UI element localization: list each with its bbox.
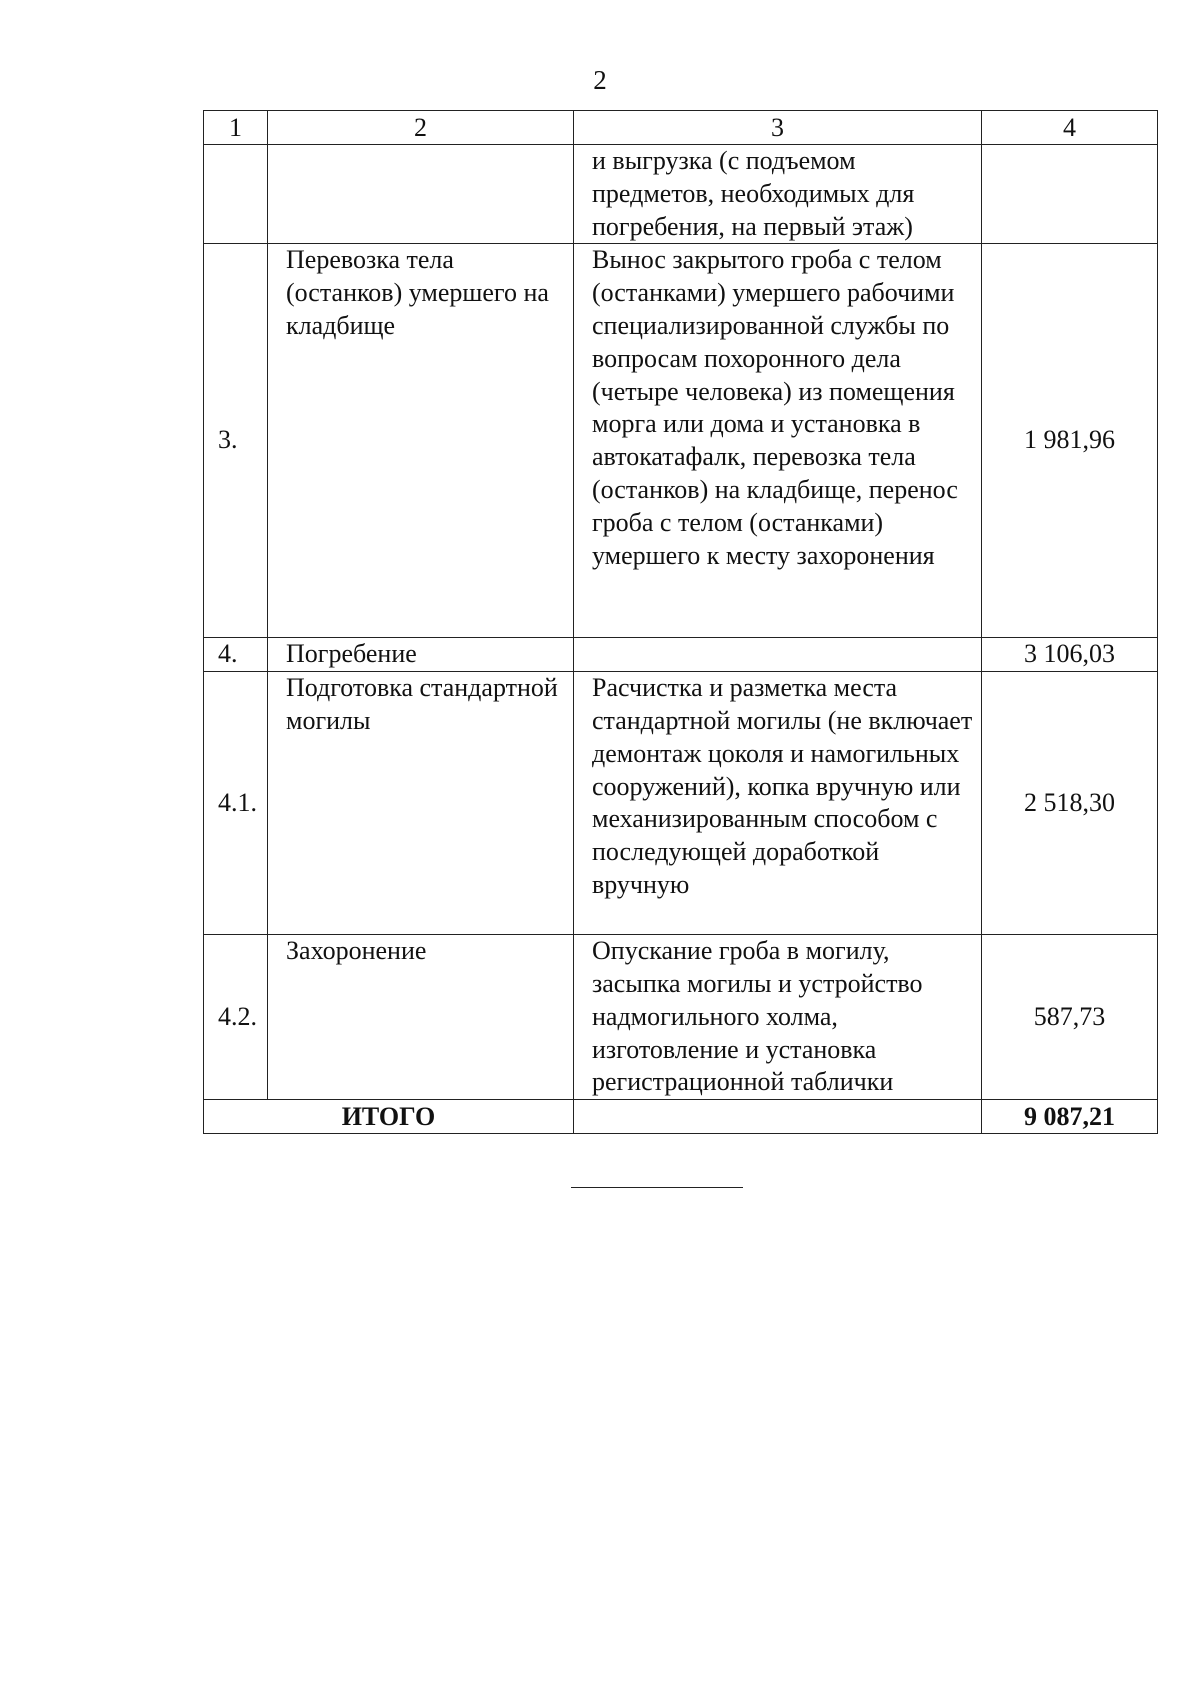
sum-cell: 587,73	[982, 935, 1158, 1100]
column-header: 3	[574, 111, 982, 145]
num-cell: 3.	[204, 244, 268, 638]
sum-cell: 2 518,30	[982, 672, 1158, 935]
name-cell: Подготовка стандартной могилы	[268, 672, 574, 935]
end-divider	[571, 1187, 743, 1188]
column-header: 2	[268, 111, 574, 145]
services-table	[203, 110, 1158, 1134]
sum-cell	[982, 145, 1158, 244]
table-row	[204, 638, 1158, 672]
name-cell: Захоронение	[268, 935, 574, 1100]
sum-cell: 3 106,03	[982, 638, 1158, 672]
num-cell: 4.1.	[204, 672, 268, 935]
name-cell: Перевозка тела (останков) умершего на кладбище	[268, 244, 574, 638]
total-row	[204, 1100, 1158, 1134]
description-cell: Опускание гроба в могилу, засыпка могилы и устройство надмогильного холма, изготовление и установка регистрационной таблички	[574, 935, 982, 1100]
total-sum: 9 087,21	[982, 1100, 1158, 1134]
table-row	[204, 672, 1158, 935]
name-cell	[268, 145, 574, 244]
sum-cell: 1 981,96	[982, 244, 1158, 638]
column-header: 1	[204, 111, 268, 145]
total-label: ИТОГО	[204, 1100, 574, 1134]
num-cell	[204, 145, 268, 244]
num-cell: 4.	[204, 638, 268, 672]
description-cell	[574, 638, 982, 672]
description-cell: и выгрузка (с подъемом предметов, необходимых для погребения, на первый этаж)	[574, 145, 982, 244]
table-row	[204, 935, 1158, 1100]
total-empty-cell	[574, 1100, 982, 1134]
num-cell: 4.2.	[204, 935, 268, 1100]
column-header: 4	[982, 111, 1158, 145]
table-row	[204, 244, 1158, 638]
page-number: 2	[593, 65, 607, 95]
table-row-continued	[204, 145, 1158, 244]
description-cell: Расчистка и разметка места стандартной могилы (не включает демонтаж цоколя и намогильных сооружений), копка вручную или механизированным способом с последующей доработкой вручную	[574, 672, 982, 935]
description-cell: Вынос закрытого гроба с телом (останками) умершего рабочими специализированной службы по вопросам похоронного дела (четыре человека) из помещения морга или дома и установка в автокатафалк, перевозка тела (останков) на кладбище, перенос гроба с телом (останками) умершего к месту захоронения	[574, 244, 982, 638]
name-cell: Погребение	[268, 638, 574, 672]
table-header-row	[204, 111, 1158, 145]
